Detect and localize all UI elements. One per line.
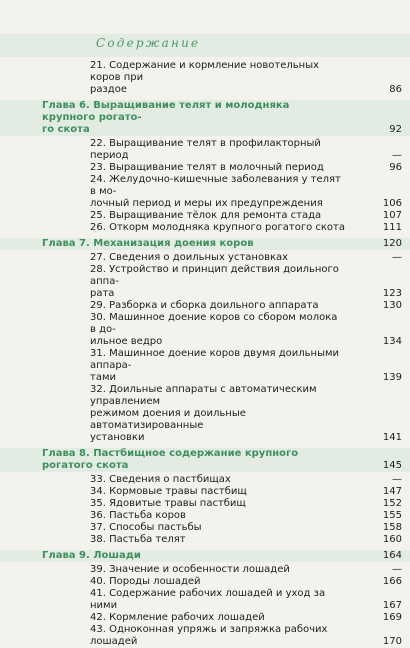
page-number: 160 xyxy=(382,534,402,545)
entry-title-line: 24. Желудочно-кишечные заболевания у телят в мо- xyxy=(90,174,341,197)
page-number: 96 xyxy=(389,162,402,173)
entry-title-line: 25. Выращивание тёлок для ремонта стада xyxy=(90,210,322,221)
toc-chapter[interactable] xyxy=(0,550,410,562)
table-of-contents xyxy=(0,60,410,648)
entry-title-line: 29. Разборка и сборка доильного аппарата xyxy=(90,300,319,311)
toc-entry[interactable] xyxy=(0,474,410,486)
page-number: 134 xyxy=(382,336,402,347)
entry-title-line: 28. Устройство и принцип действия доильного аппа- xyxy=(90,264,339,287)
entry-title-line: установки xyxy=(90,432,145,443)
toc-chapter[interactable] xyxy=(0,100,410,136)
entry-title-line: рата xyxy=(90,288,115,299)
page-number: 167 xyxy=(382,600,402,611)
chapter-title-line: Глава 7. Механизация доения коров xyxy=(42,238,254,249)
entry-title-line: 35. Ядовитые травы пастбищ xyxy=(90,498,246,509)
entry-title-line: 36. Пастьба коров xyxy=(90,510,186,521)
entry-title-line: 38. Пастьба телят xyxy=(90,534,186,545)
page-number: 141 xyxy=(382,432,402,443)
page-number: 92 xyxy=(389,124,402,135)
entry-title-line: режимом доения и доильные автоматизированные xyxy=(90,408,246,431)
entry-title-line: 21. Содержание и кормление новотельных коров при xyxy=(90,60,320,83)
toc-entry[interactable] xyxy=(0,138,410,162)
toc-entry[interactable] xyxy=(0,498,410,510)
toc-entry[interactable] xyxy=(0,564,410,576)
page-number: 170 xyxy=(382,636,402,647)
page-number: 111 xyxy=(382,222,402,233)
toc-entry[interactable] xyxy=(0,264,410,300)
toc-entry[interactable] xyxy=(0,300,410,312)
page-number: 145 xyxy=(382,460,402,471)
chapter-title-line: Глава 9. Лошади xyxy=(42,550,141,561)
chapter-title-line: го скота xyxy=(42,124,90,135)
entry-title-line: тами xyxy=(90,372,116,383)
toc-entry[interactable] xyxy=(0,60,410,96)
page-number: — xyxy=(392,150,402,161)
page-number: — xyxy=(392,474,402,485)
toc-entry[interactable] xyxy=(0,312,410,348)
entry-title-line: 40. Породы лошадей xyxy=(90,576,201,587)
chapter-title-line: Глава 8. Пастбищное содержание крупного рогатого скота xyxy=(42,448,299,471)
toc-entry[interactable] xyxy=(0,210,410,222)
entry-title-line: 41. Содержание рабочих лошадей и уход за ними xyxy=(90,588,326,611)
page-number: 169 xyxy=(382,612,402,623)
toc-entry[interactable] xyxy=(0,252,410,264)
toc-entry[interactable] xyxy=(0,222,410,234)
page-number: 147 xyxy=(382,486,402,497)
entry-title-line: 26. Откорм молодняка крупного рогатого скота xyxy=(90,222,345,233)
toc-entry[interactable] xyxy=(0,624,410,648)
page-number: 106 xyxy=(382,198,402,209)
toc-entry[interactable] xyxy=(0,588,410,612)
entry-title-line: раздое xyxy=(90,84,127,95)
entry-title-line: 43. Одноконная упряжь и запряжка рабочих лошадей xyxy=(90,624,328,647)
toc-entry[interactable] xyxy=(0,576,410,588)
running-head: Содержание xyxy=(96,36,201,50)
toc-entry[interactable] xyxy=(0,348,410,384)
entry-title-line: 42. Кормление рабочих лошадей xyxy=(90,612,265,623)
entry-title-line: 31. Машинное доение коров двумя доильными аппара- xyxy=(90,348,340,371)
toc-entry[interactable] xyxy=(0,384,410,444)
page-number: 152 xyxy=(382,498,402,509)
entry-title-line: 30. Машинное доение коров со сбором молока в до- xyxy=(90,312,338,335)
entry-title-line: 39. Значение и особенности лошадей xyxy=(90,564,290,575)
toc-entry[interactable] xyxy=(0,510,410,522)
page-number: 166 xyxy=(382,576,402,587)
page-number: — xyxy=(392,252,402,263)
toc-chapter[interactable] xyxy=(0,238,410,250)
toc-entry[interactable] xyxy=(0,486,410,498)
page-number: 130 xyxy=(382,300,402,311)
header-band xyxy=(0,34,410,57)
entry-title-line: 23. Выращивание телят в молочный период xyxy=(90,162,324,173)
toc-entry[interactable] xyxy=(0,162,410,174)
entry-title-line: 34. Кормовые травы пастбищ xyxy=(90,486,247,497)
page-number: 164 xyxy=(382,550,402,561)
toc-entry[interactable] xyxy=(0,522,410,534)
toc-entry[interactable] xyxy=(0,174,410,210)
page-number: — xyxy=(392,564,402,575)
entry-title-line: 37. Способы пастьбы xyxy=(90,522,202,533)
page-number: 86 xyxy=(389,84,402,95)
page-number: 120 xyxy=(382,238,402,249)
page-number: 158 xyxy=(382,522,402,533)
toc-chapter[interactable] xyxy=(0,448,410,472)
page-number: 107 xyxy=(382,210,402,221)
chapter-title-line: Глава 6. Выращивание телят и молодняка крупного рогато- xyxy=(42,100,290,123)
toc-entry[interactable] xyxy=(0,534,410,546)
entry-title-line: лочный период и меры их предупреждения xyxy=(90,198,323,209)
entry-title-line: 27. Сведения о доильных установках xyxy=(90,252,289,263)
entry-title-line: ильное ведро xyxy=(90,336,163,347)
entry-title-line: 32. Доильные аппараты с автоматическим управлением xyxy=(90,384,317,407)
page-number: 123 xyxy=(382,288,402,299)
entry-title-line: 33. Сведения о пастбищах xyxy=(90,474,231,485)
page-number: 155 xyxy=(382,510,402,521)
toc-entry[interactable] xyxy=(0,612,410,624)
page-number: 139 xyxy=(382,372,402,383)
entry-title-line: 22. Выращивание телят в профилакторный период xyxy=(90,138,321,161)
